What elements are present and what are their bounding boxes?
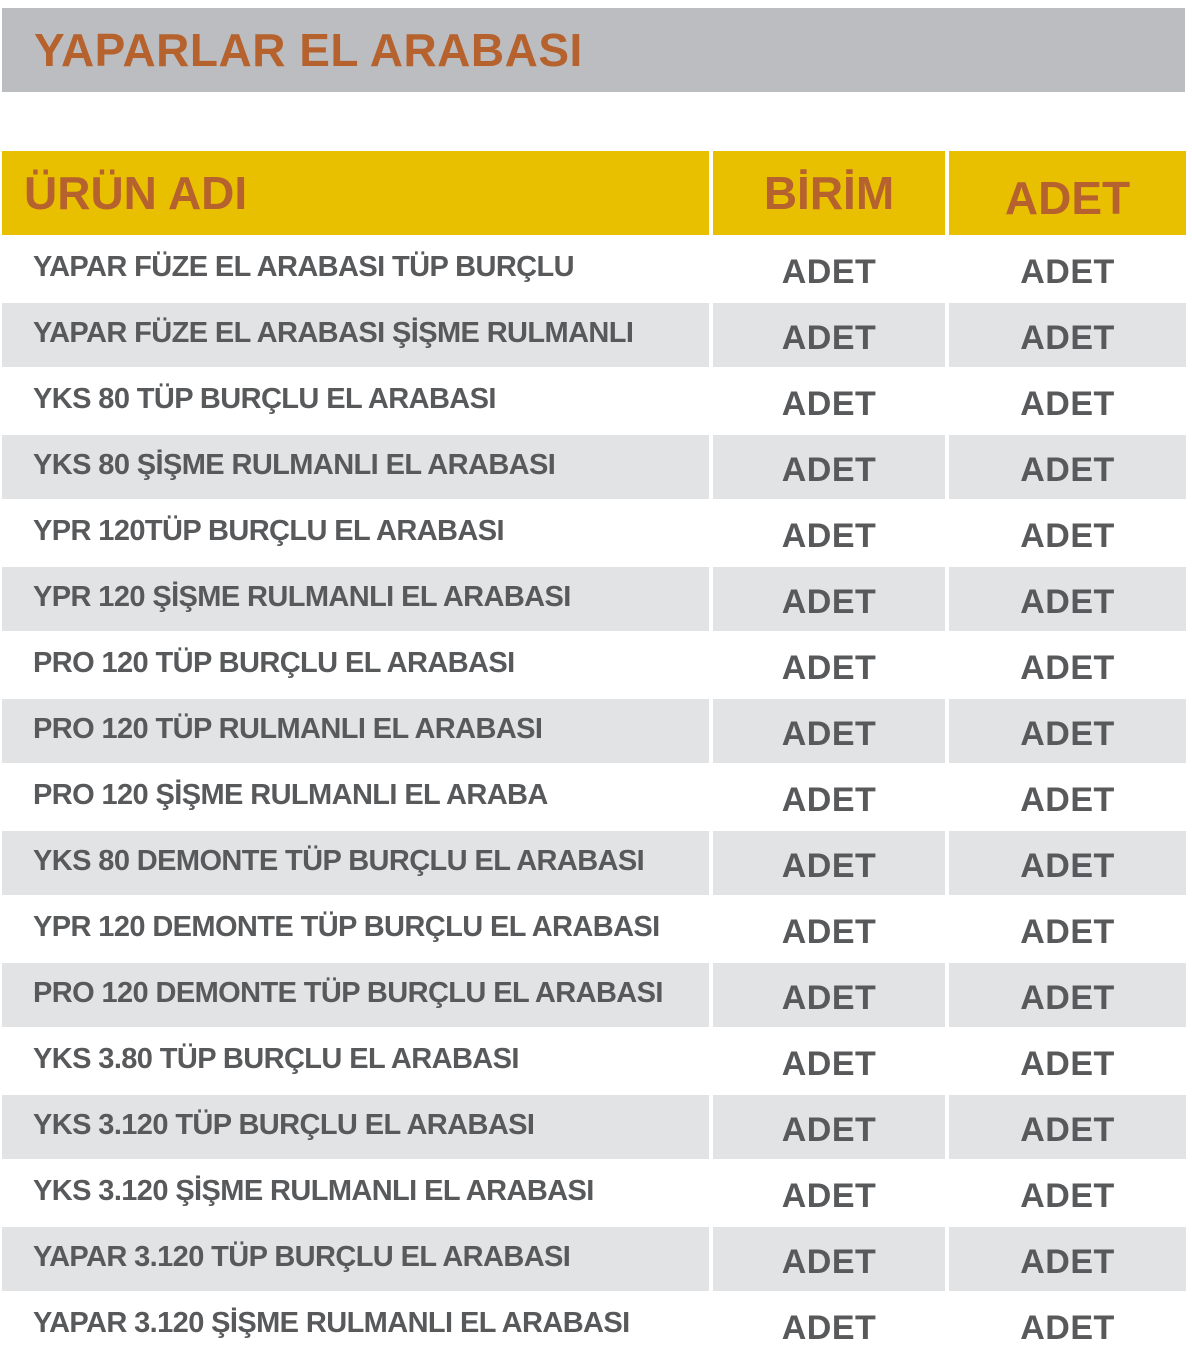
header-quantity: ADET [1004,172,1131,224]
table-row [2,831,1186,895]
unit-value: ADET [781,649,877,687]
unit-value: ADET [781,715,877,753]
header-quantity-cell [949,151,1186,235]
quantity-value: ADET [1020,715,1115,753]
table-row [2,303,1186,367]
quantity-value-cell [949,633,1186,697]
product-name: YKS 80 TÜP BURÇLU EL ARABASI [33,383,496,415]
quantity-value-cell [949,369,1186,433]
table-row [2,567,1186,631]
unit-value: ADET [781,1111,877,1149]
quantity-value-cell [949,765,1186,829]
unit-value-cell [713,1095,945,1159]
table-row [2,369,1186,433]
unit-value-cell [713,1029,945,1093]
unit-value: ADET [781,781,877,819]
table-row [2,1293,1186,1357]
unit-value: ADET [781,451,877,489]
quantity-value: ADET [1020,451,1115,489]
quantity-value: ADET [1020,1309,1115,1347]
product-name: YKS 3.80 TÜP BURÇLU EL ARABASI [33,1043,519,1075]
table-row [2,1161,1186,1225]
unit-value-cell [713,699,945,763]
quantity-value: ADET [1020,1045,1115,1083]
unit-value: ADET [781,583,877,621]
product-name-cell [2,435,709,499]
product-name-cell [2,567,709,631]
product-name: YKS 3.120 TÜP BURÇLU EL ARABASI [33,1109,535,1141]
product-name-cell [2,1161,709,1225]
header-product-cell [2,151,709,235]
unit-value-cell [713,1227,945,1291]
product-name-cell [2,699,709,763]
product-name: PRO 120 TÜP BURÇLU EL ARABASI [33,647,515,679]
product-name-cell [2,1227,709,1291]
quantity-value: ADET [1020,1177,1115,1215]
quantity-value: ADET [1020,319,1115,357]
unit-value-cell [713,1161,945,1225]
page-title: YAPARLAR EL ARABASI [34,24,583,76]
product-name: YAPAR 3.120 ŞİŞME RULMANLI EL ARABASI [33,1307,630,1339]
product-name-cell [2,303,709,367]
unit-value-cell [713,897,945,961]
quantity-value-cell [949,1227,1186,1291]
product-name: YKS 3.120 ŞİŞME RULMANLI EL ARABASI [33,1175,594,1207]
quantity-value-cell [949,237,1186,301]
unit-value-cell [713,1293,945,1357]
product-name-cell [2,369,709,433]
table-row [2,501,1186,565]
title-bar [2,8,1185,92]
product-name: YKS 80 ŞİŞME RULMANLI EL ARABASI [33,449,556,481]
unit-value: ADET [781,253,877,291]
product-table [2,151,1186,1359]
unit-value-cell [713,501,945,565]
product-name-cell [2,831,709,895]
table-row [2,435,1186,499]
product-name-cell [2,237,709,301]
unit-value-cell [713,963,945,1027]
quantity-value: ADET [1020,847,1115,885]
unit-value-cell [713,369,945,433]
table-row [2,1095,1186,1159]
table-header [2,151,1186,235]
table-row [2,963,1186,1027]
quantity-value-cell [949,1095,1186,1159]
header-unit: BİRİM [763,167,895,219]
unit-value: ADET [781,517,877,555]
quantity-value-cell [949,1161,1186,1225]
unit-value: ADET [781,1309,877,1347]
table-row [2,1029,1186,1093]
unit-value-cell [713,831,945,895]
unit-value: ADET [781,1243,877,1281]
product-name: PRO 120 DEMONTE TÜP BURÇLU EL ARABASI [33,977,663,1009]
unit-value: ADET [781,1045,877,1083]
unit-value: ADET [781,1177,877,1215]
table-row [2,237,1186,301]
product-name-cell [2,765,709,829]
unit-value-cell [713,237,945,301]
unit-value-cell [713,765,945,829]
unit-value: ADET [781,385,877,423]
quantity-value-cell [949,501,1186,565]
unit-value-cell [713,567,945,631]
table-row [2,765,1186,829]
quantity-value-cell [949,303,1186,367]
quantity-value: ADET [1020,979,1115,1017]
product-name-cell [2,1095,709,1159]
quantity-value: ADET [1020,583,1115,621]
quantity-value: ADET [1020,1111,1115,1149]
table-row [2,897,1186,961]
table-row [2,633,1186,697]
unit-value: ADET [781,319,877,357]
product-name-cell [2,1029,709,1093]
product-name: PRO 120 ŞİŞME RULMANLI EL ARABA [33,779,548,811]
quantity-value: ADET [1020,913,1115,951]
unit-value: ADET [781,847,877,885]
product-name-cell [2,501,709,565]
quantity-value-cell [949,435,1186,499]
unit-value: ADET [781,913,877,951]
product-name: YPR 120 DEMONTE TÜP BURÇLU EL ARABASI [33,911,660,943]
product-name: YAPAR 3.120 TÜP BURÇLU EL ARABASI [33,1241,571,1273]
table-row [2,1227,1186,1291]
product-name: YAPAR FÜZE EL ARABASI ŞİŞME RULMANLI [33,317,634,349]
header-unit-cell [713,151,945,235]
product-name: YAPAR FÜZE EL ARABASI TÜP BURÇLU [33,251,574,283]
unit-value-cell [713,633,945,697]
quantity-value: ADET [1020,781,1115,819]
product-name: PRO 120 TÜP RULMANLI EL ARABASI [33,713,543,745]
quantity-value-cell [949,963,1186,1027]
quantity-value: ADET [1020,1243,1115,1281]
quantity-value-cell [949,897,1186,961]
quantity-value-cell [949,831,1186,895]
product-name-cell [2,897,709,961]
product-name: YKS 80 DEMONTE TÜP BURÇLU EL ARABASI [33,845,645,877]
quantity-value: ADET [1020,517,1115,555]
product-name-cell [2,633,709,697]
table-body [2,237,1186,1357]
quantity-value-cell [949,567,1186,631]
product-name: YPR 120 ŞİŞME RULMANLI EL ARABASI [33,581,571,613]
product-name: YPR 120TÜP BURÇLU EL ARABASI [33,515,504,547]
product-name-cell [2,1293,709,1357]
quantity-value-cell [949,1293,1186,1357]
quantity-value: ADET [1020,649,1115,687]
quantity-value-cell [949,1029,1186,1093]
table-row [2,699,1186,763]
quantity-value: ADET [1020,385,1115,423]
header-product: ÜRÜN ADI [24,167,248,219]
quantity-value: ADET [1020,253,1115,291]
quantity-value-cell [949,699,1186,763]
unit-value: ADET [781,979,877,1017]
unit-value-cell [713,435,945,499]
product-name-cell [2,963,709,1027]
unit-value-cell [713,303,945,367]
